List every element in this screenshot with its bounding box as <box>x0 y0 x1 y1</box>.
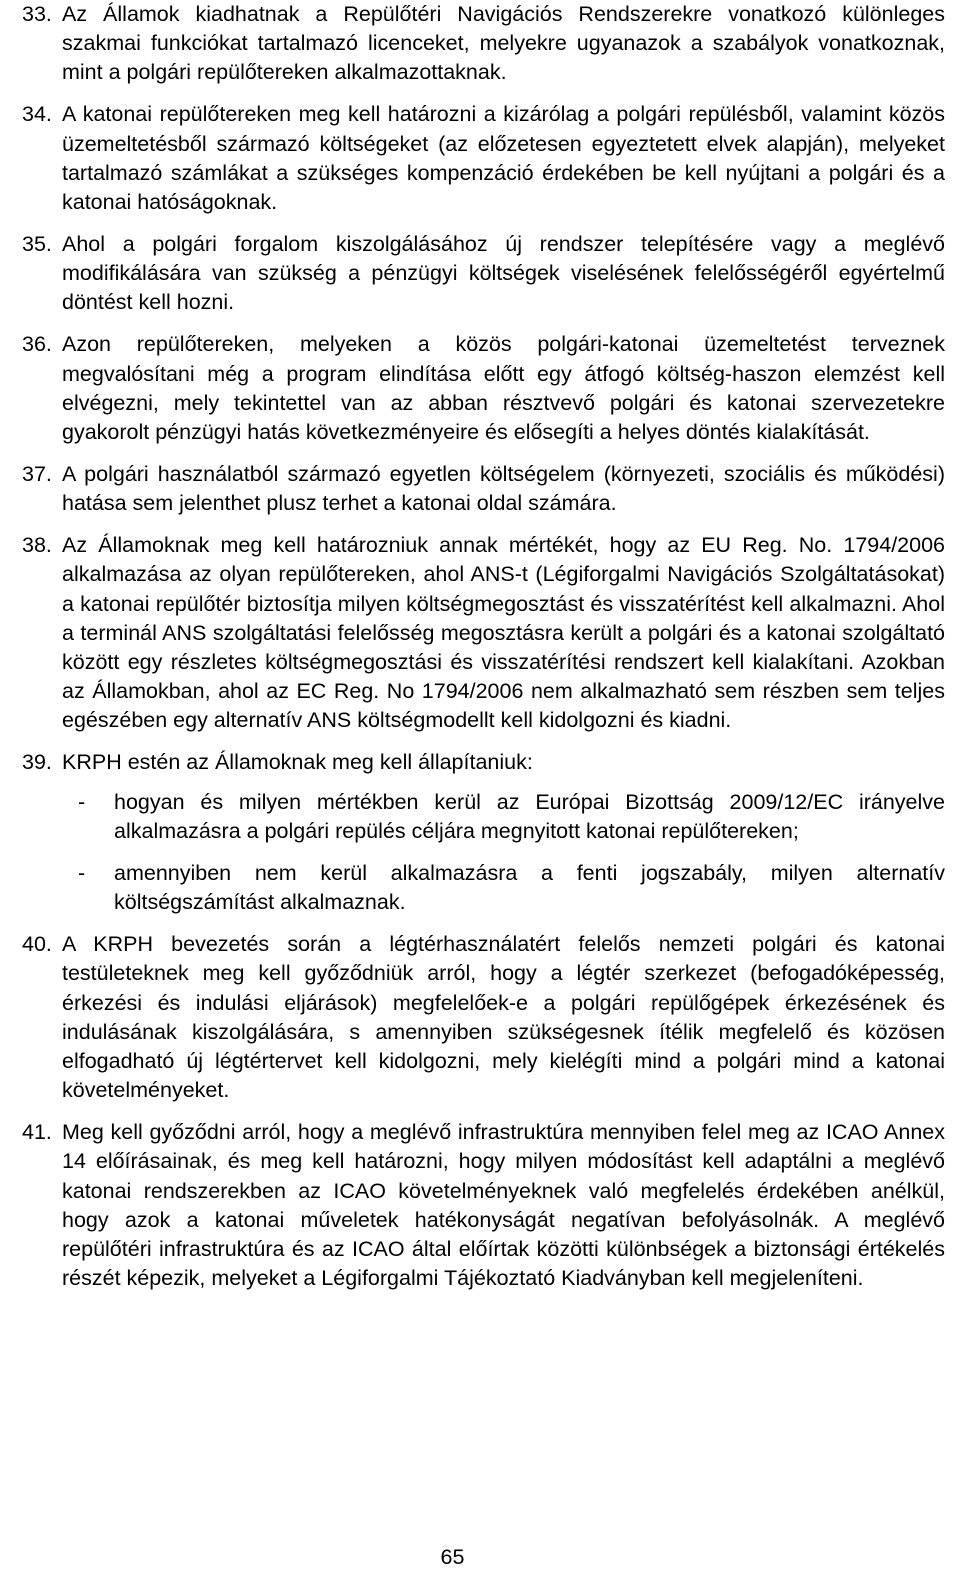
paragraph-text: Ahol a polgári forgalom kiszolgálásához új rendszer telepítésére vagy a meglévő modifikálására van szükség a pénzügyi költségek viselésének felelősségéről egyértelmű döntést kell hozni. <box>62 232 945 315</box>
list-item <box>22 859 945 917</box>
paragraph-number: 37. <box>22 462 52 487</box>
bullet-list <box>22 788 945 918</box>
paragraph-number: 35. <box>22 232 52 257</box>
paragraph-text: KRPH estén az Államoknak meg kell állapítaniuk: <box>62 750 533 775</box>
paragraph-text: Azon repülőtereken, melyeken a közös polgári-katonai üzemeltetést terveznek megvalósítani még a program elindítása előtt egy átfogó költség-haszon elemzést kell elvégezni, mely tekintettel van az abban résztvevő polgári és katonai szervezetekre gyakorolt pénzügyi hatás következményeire és elősegíti a helyes döntés kialakítását. <box>62 332 945 445</box>
bullet-dash: - <box>78 789 86 814</box>
paragraph-40 <box>22 930 945 1105</box>
paragraph-text: A polgári használatból származó egyetlen költségelem (környezeti, szociális és működési) hatása sem jelenthet plusz terhet a katonai oldal számára. <box>62 462 945 516</box>
paragraph-text: Meg kell győződni arról, hogy a meglévő infrastruktúra mennyiben felel meg az ICAO Annex 14 előírásainak, és meg kell határozni, hogy milyen módosítást kell adaptálni a meglévő katonai rendszerekben az ICAO követelményeknek való megfelelés érdekében anélkül, hogy azok a katonai műveletek hatékonyságát negatívan befolyásolnák. A meglévő repülőtéri infrastruktúra és az ICAO által előírtak közötti különbségek a biztonsági értékelés részét képezik, melyeket a Légiforgalmi Tájékoztató Kiadványban kell megjeleníteni. <box>62 1120 945 1291</box>
paragraph-text: A KRPH bevezetés során a légtérhasználatért felelős nemzeti polgári és katonai testületeknek meg kell győződniük arról, hogy a légtér szerkezet (befogadóképesség, érkezési és indulási eljárások) megfelelőek-e a polgári repülőgépek érkezésének és indulásának kiszolgálására, s amennyiben szükségesnek ítélik megfelelő és közösen elfogadható új légtértervet kell kidolgozni, mely kielégíti mind a polgári mind a katonai követelményeket. <box>62 932 945 1103</box>
paragraph-number: 33. <box>22 2 52 26</box>
list-item-text: amennyiben nem kerül alkalmazásra a fenti jogszabály, milyen alternatív költségszámítást alkalmaznak. <box>114 860 945 915</box>
paragraph-number: 36. <box>22 332 52 357</box>
document-body <box>22 0 945 1306</box>
paragraph-36 <box>22 330 945 447</box>
paragraph-number: 39. <box>22 750 52 775</box>
paragraph-text: Az Államoknak meg kell határozniuk annak mértékét, hogy az EU Reg. No. 1794/2006 alkalmazása az olyan repülőtereken, ahol ANS-t (Légiforgalmi Navigációs Szolgáltatásokat) a katonai repülőtér biztosítja milyen költségmegosztást és visszatérítést kell alkalmazni. Ahol a terminál ANS szolgáltatási felelősség megosztásra került a polgári és a katonai szolgáltató között egy részletes költségmegosztási és visszatérítési rendszert kell kialakítani. Azokban az Államokban, ahol az EC Reg. No 1794/2006 nem alkalmazható sem részben sem teljes egészében egy alternatív ANS költségmodellt kell kidolgozni és kiadni. <box>62 533 945 733</box>
paragraph-38 <box>22 531 945 735</box>
paragraph-35 <box>22 230 945 318</box>
paragraph-text: A katonai repülőtereken meg kell határozni a kizárólag a polgári repülésből, valamint közös üzemeltetésből származó költségeket (az előzetesen egyeztetett elvek alapján), melyeket tartalmazó számlákat a szükséges kompenzáció érdekében be kell nyújtani a polgári és a katonai hatóságoknak. <box>62 102 945 215</box>
list-item <box>22 788 945 846</box>
paragraph-41 <box>22 1118 945 1293</box>
paragraph-37 <box>22 460 945 518</box>
paragraph-39 <box>22 748 945 777</box>
paragraph-number: 34. <box>22 102 52 127</box>
bullet-dash: - <box>78 860 86 885</box>
paragraph-34 <box>22 100 945 217</box>
paragraph-number: 40. <box>22 932 52 957</box>
paragraph-33 <box>22 0 945 88</box>
list-item-text: hogyan és milyen mértékben kerül az Európai Bizottság 2009/12/EC irányelve alkalmazásra a polgári repülés céljára megnyitott katonai repülőtereken; <box>114 789 945 843</box>
paragraph-number: 41. <box>22 1120 52 1145</box>
paragraph-text: Az Államok kiadhatnak a Repülőtéri Navigációs Rendszerekre vonatkozó különleges szakmai funkciókat tartalmazó licenceket, melyekre ugyanazok a szabályok vonatkoznak, mint a polgári repülőtereken alkalmazottaknak. <box>62 2 945 85</box>
paragraph-number: 38. <box>22 533 52 558</box>
page-number: 65 <box>440 1545 465 1569</box>
